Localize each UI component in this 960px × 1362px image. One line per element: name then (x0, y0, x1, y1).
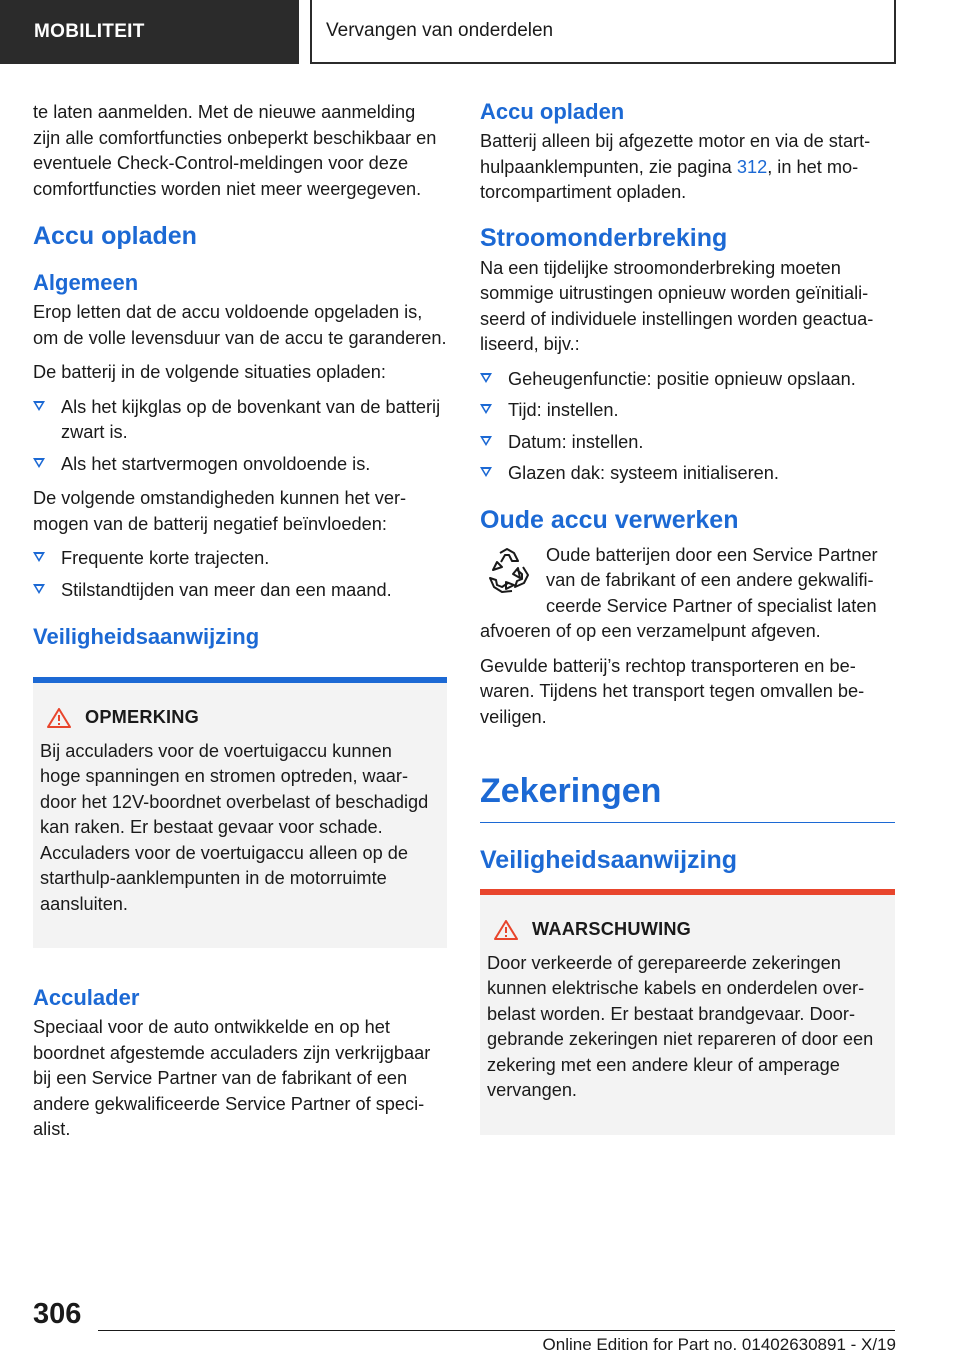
list-item-text: Als het startvermogen onvoldoende is. (61, 453, 371, 474)
heading-stroomonderbreking: Stroomonderbreking (480, 223, 728, 252)
notice-box (33, 677, 447, 948)
list-item (480, 367, 895, 393)
footer-edition: Online Edition for Part no. 01402630891 - X/19 (542, 1335, 896, 1354)
triangle-bullet-icon (480, 373, 492, 383)
list-item (33, 546, 447, 572)
list-item (480, 398, 895, 424)
heading-zekeringen: Zekeringen (480, 770, 895, 823)
triangle-bullet-icon (33, 584, 45, 594)
list-item-text: Als het kijkglas op de bovenkant van de batterij zwart is. (61, 396, 441, 442)
bullet-list-stroom (480, 367, 895, 487)
left-column (33, 100, 447, 1152)
heading-accu-opladen: Accu opladen (33, 222, 197, 250)
paragraph-omstandigheden: De volgende omstandigheden kunnen het vermogen van de batterij negatief beïnvloeden: (33, 488, 407, 534)
triangle-bullet-icon (480, 467, 492, 477)
heading-accu-opladen-right: Accu opladen (480, 99, 625, 124)
paragraph-oude-accu: Oude batterijen door een Service Partner van de fabrikant of een andere gekwalificeerde Service Partner of specialist laten afvoeren of op een verzamelpunt afgeven. (480, 544, 878, 641)
header-section-label: MOBILITEIT (34, 21, 145, 42)
paragraph-text: Batterij alleen bij afgezette motor en via de starthulpaanklempunten, zie pagina (480, 131, 871, 177)
list-item-text: Geheugenfunctie: positie opnieuw opslaan. (508, 368, 856, 389)
triangle-bullet-icon (480, 404, 492, 414)
warning-title-text: WAARSCHUWING (532, 919, 692, 939)
recycling-icon (480, 545, 534, 599)
list-item (480, 461, 895, 487)
paragraph-accu-opladen (480, 129, 895, 206)
paragraph-transport: Gevulde batterij’s rechtop transporteren en bewaren. Tijdens het transport tegen omvallen beveiligen. (480, 655, 865, 727)
list-item-text: Glazen dak: systeem initialiseren. (508, 463, 779, 483)
paragraph-acculader: Speciaal voor de auto ontwikkelde en op het boordnet afgestemde acculaders zijn verkrijgbaar bij een Service Partner van de fabrikant of een andere gekwalificeerde Service Partner of specialist. (33, 1017, 431, 1139)
warning-triangle-icon (47, 708, 71, 728)
recycle-block (480, 543, 895, 645)
list-item (33, 578, 447, 604)
triangle-bullet-icon (33, 401, 45, 411)
warning-triangle-icon (494, 920, 518, 940)
warning-body: Door verkeerde of gerepareerde zekeringen kunnen elektrische kabels en onderdelen overbelast worden. Er bestaat brandgevaar. Doorgebrande zekeringen niet repareren of door een zekering met een andere kleur of amperage vervangen. (487, 952, 874, 1100)
header-section (0, 0, 299, 64)
notice-title-text: OPMERKING (85, 707, 199, 727)
header-chapter-label: Vervangen van onderdelen (326, 20, 554, 41)
header-chapter (310, 0, 896, 64)
bullet-list-omstandigheden (33, 546, 447, 603)
warning-title (487, 917, 883, 943)
list-item (480, 430, 895, 456)
list-item (33, 395, 447, 446)
list-item-text: Frequente korte trajecten. (61, 548, 270, 568)
list-item-text: Datum: instellen. (508, 431, 644, 452)
list-item (33, 452, 447, 478)
notice-title (40, 705, 435, 731)
bullet-list-situaties (33, 395, 447, 478)
page-number: 306 (33, 1298, 82, 1330)
heading-acculader: Acculader (33, 985, 140, 1010)
paragraph-situaties: De batterij in de volgende situaties opladen: (33, 362, 386, 382)
heading-algemeen: Algemeen (33, 270, 139, 295)
paragraph-levensduur: Erop letten dat de accu voldoende opgeladen is, om de volle levensduur van de accu te garanderen. (33, 302, 447, 348)
list-item-text: Stilstandtijden van meer dan een maand. (61, 579, 392, 600)
heading-veiligheidsaanwijzing-right: Veiligheidsaanwijzing (480, 846, 738, 874)
triangle-bullet-icon (33, 458, 45, 468)
footer-divider (98, 1330, 895, 1331)
triangle-bullet-icon (33, 552, 45, 562)
intro-paragraph: te laten aanmelden. Met de nieuwe aanmelding zijn alle comfortfuncties onbeperkt beschikbaar en eventuele Check-Control-meldingen voor deze comfortfuncties worden niet meer weergegeven. (33, 102, 437, 199)
page-link[interactable]: 312 (736, 156, 768, 177)
warning-box (480, 889, 895, 1135)
heading-oude-accu: Oude accu verwerken (480, 505, 739, 534)
notice-body: Bij acculaders voor de voertuigaccu kunnen hoge spanningen en stromen optreden, waardoor het 12V-boordnet overbelast of beschadigd kan raken. Er bestaat gevaar voor schade. Acculaders voor de voertuigaccu alleen op de starthulp-aanklempunten in de motorruimte aansluiten. (40, 740, 429, 914)
list-item-text: Tijd: instellen. (508, 400, 619, 420)
right-column (480, 98, 895, 1171)
paragraph-stroomonderbreking: Na een tijdelijke stroomonderbreking moeten sommige uitrustingen opnieuw worden geïnitialiseerd of individuele instellingen worden geactualiseerd, bijv.: (480, 257, 874, 354)
paragraph-text: , in het motorcompartiment opladen. (480, 156, 859, 202)
triangle-bullet-icon (480, 436, 492, 446)
heading-veiligheidsaanwijzing: Veiligheidsaanwijzing (33, 624, 260, 649)
